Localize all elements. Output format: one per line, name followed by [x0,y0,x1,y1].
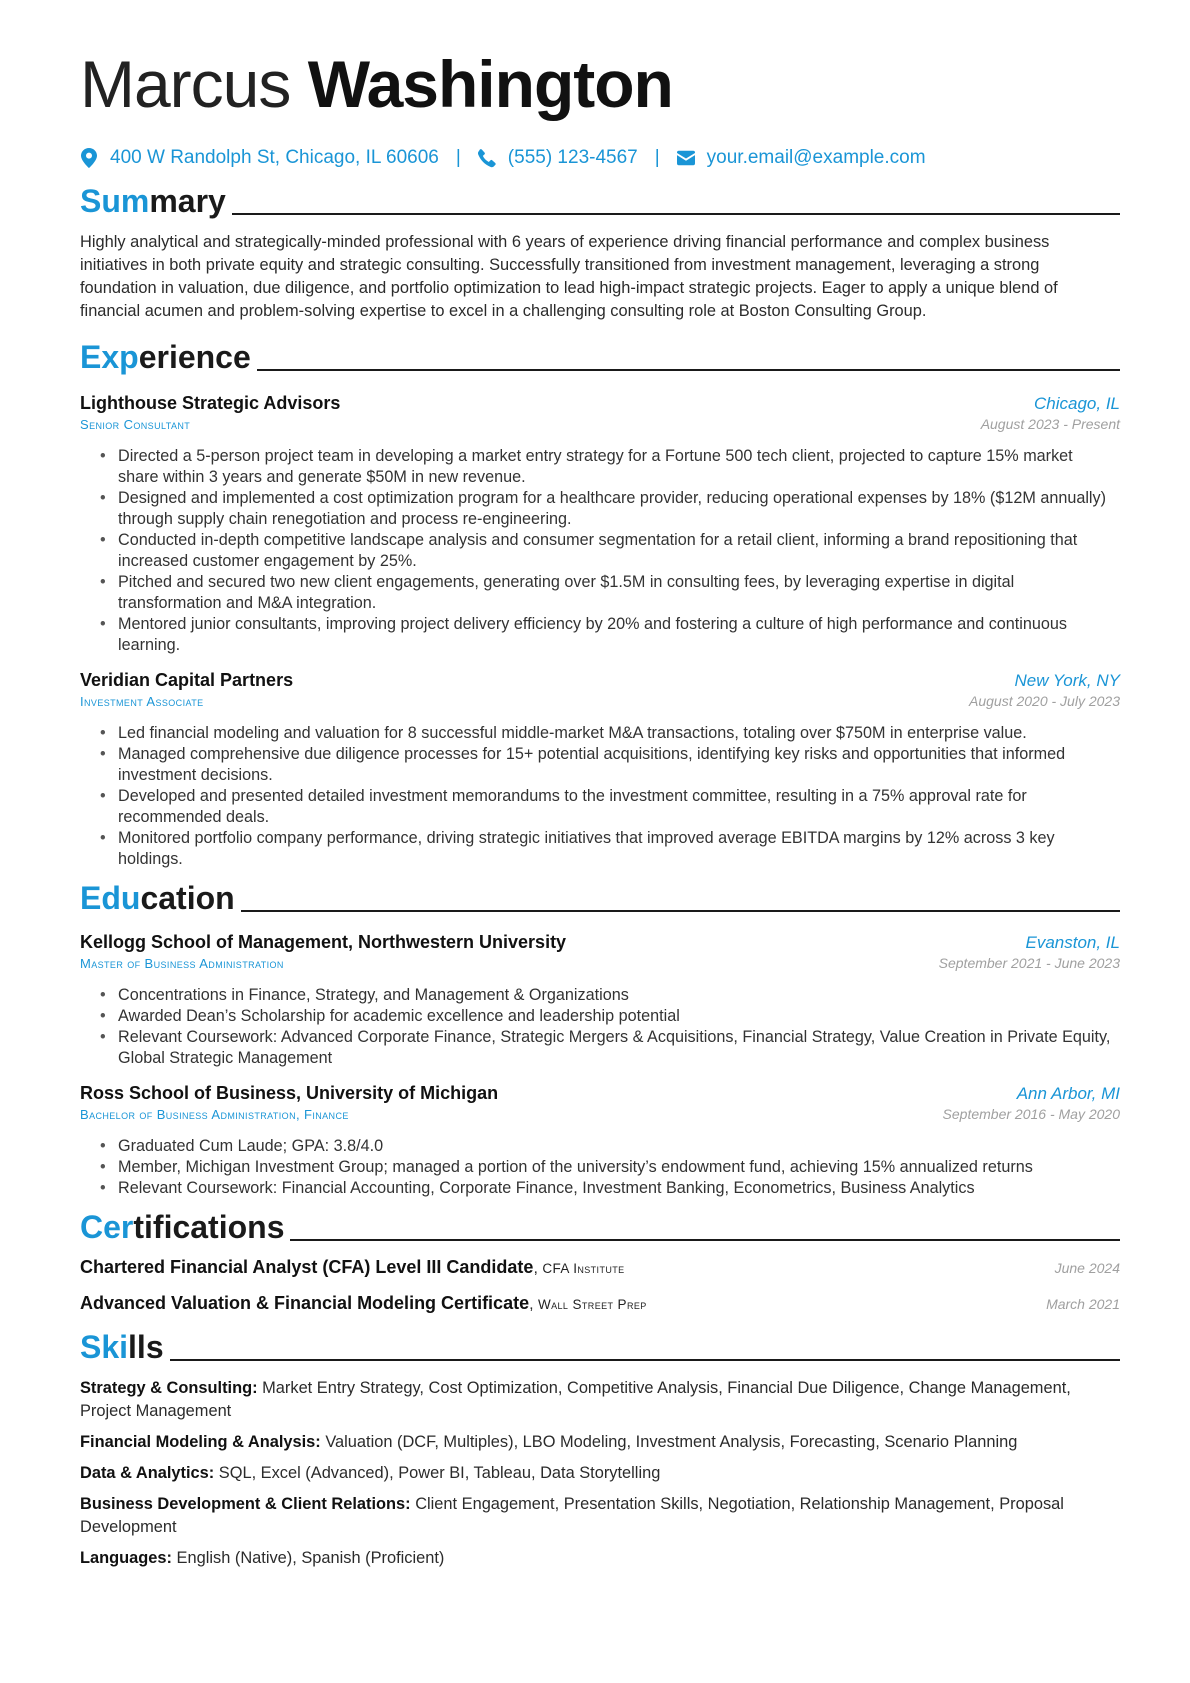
certification-issuer: Wall Street Prep [537,1297,647,1312]
email-link[interactable]: your.email@example.com [706,147,926,168]
list-item: • Member, Michigan Investment Group; managed a portion of the university’s endowment fund, achieving 15% annualized returns [118,1157,1120,1178]
degree-title: Bachelor of Business Administration, Finance [80,1107,349,1122]
section-rule [241,910,1120,912]
resume-name [80,38,1120,130]
summary-section-header [80,181,1120,221]
list-item: • Graduated Cum Laude; GPA: 3.8/4.0 [118,1136,1120,1157]
list-item: • Concentrations in Finance, Strategy, and Management & Organizations [118,985,1120,1006]
certification-item: Chartered Financial Analyst (CFA) Level III Candidate, CFA Institute June 2024 [80,1257,1120,1277]
first-name: Marcus [80,47,291,121]
job-title: Investment Associate [80,694,204,709]
bullet-list [80,985,1120,1069]
skill-row [80,1493,1120,1539]
summary-text: Highly analytical and strategically-minded professional with 6 years of experience driving financial performance and complex business initiatives in both private equity and strategic consulting. Successfully transitioned from investment management, leveraging a strong foundation in valuation, due diligence, and portfolio optimization to lead high-impact strategic projects. Eager to apply a unique blend of financial acumen and problem-solving expertise to excel in a challenging consulting role at Boston Consulting Group. [80,233,1058,320]
entry-location: Chicago, IL [1034,394,1120,413]
list-item: • Relevant Coursework: Financial Accounting, Corporate Finance, Investment Banking, Econometrics, Business Analytics [118,1178,1120,1199]
skill-row [80,1377,1120,1423]
skill-values: Market Entry Strategy, Cost Optimization, Competitive Analysis, Financial Due Diligence, Change Management, Project Management [80,1379,1071,1420]
skill-row [80,1431,1120,1454]
entry-location: Ann Arbor, MI [1016,1084,1120,1103]
experience-section-header [80,337,1120,377]
section-title: Experience [80,339,251,375]
address-text: 400 W Randolph St, Chicago, IL 60606 [110,147,439,168]
skill-values: Valuation (DCF, Multiples), LBO Modeling, Investment Analysis, Forecasting, Scenario Planning [325,1433,1018,1451]
skill-category: Languages: [80,1549,172,1567]
list-item: • Directed a 5-person project team in developing a market entry strategy for a Fortune 500 tech client, projected to capture 15% market share within 3 years and generate $50M in new revenue. [118,446,1120,488]
school-name: Kellogg School of Management, Northwestern University [80,932,567,952]
skill-row [80,1462,1120,1485]
skill-values: Client Engagement, Presentation Skills, Negotiation, Relationship Management, Proposal Development [80,1495,1064,1536]
school-name: Ross School of Business, University of Michigan [80,1083,499,1103]
list-item: • Mentored junior consultants, improving project delivery efficiency by 20% and fostering a culture of high performance and continuous learning. [118,614,1120,656]
list-item: • Managed comprehensive due diligence processes for 15+ potential acquisitions, identifying key risks and opportunities that informed investment decisions. [118,744,1120,786]
experience-entry [80,670,1120,870]
entry-location: Evanston, IL [1025,933,1120,952]
certification-issuer: CFA Institute [542,1261,625,1276]
certification-name: Chartered Financial Analyst (CFA) Level III Candidate [80,1257,534,1277]
skill-category: Data & Analytics: [80,1464,215,1482]
certification-date: June 2024 [1054,1260,1120,1276]
section-title: Skills [80,1329,164,1365]
skill-category: Financial Modeling & Analysis: [80,1433,321,1451]
skill-values: SQL, Excel (Advanced), Power BI, Tableau, Data Storytelling [218,1464,661,1482]
certification-date: March 2021 [1046,1296,1120,1312]
degree-title: Master of Business Administration [80,956,284,971]
skill-row [80,1547,1120,1570]
list-item: • Monitored portfolio company performance, driving strategic initiatives that improved average EBITDA margins by 12% across 3 key holdings. [118,828,1120,870]
list-item: • Developed and presented detailed investment memorandums to the investment committee, resulting in a 75% approval rate for recommended deals. [118,786,1120,828]
section-title: Summary [80,183,226,219]
bullet-list [80,446,1120,656]
section-rule [170,1359,1120,1361]
skills-section-header [80,1327,1120,1367]
entry-dates: September 2016 - May 2020 [942,1106,1120,1122]
employer-name: Veridian Capital Partners [80,670,294,690]
section-title: Education [80,880,235,916]
skill-category: Business Development & Client Relations: [80,1495,411,1513]
section-rule [257,369,1120,371]
certification-item: Advanced Valuation & Financial Modeling Certificate, Wall Street Prep March 2021 [80,1293,1120,1313]
entry-dates: August 2020 - July 2023 [969,693,1120,709]
entry-dates: September 2021 - June 2023 [938,955,1120,971]
contact-separator: | [654,147,660,168]
education-entry [80,1083,1120,1199]
bullet-list [80,1136,1120,1199]
skill-values: English (Native), Spanish (Proficient) [176,1549,445,1567]
resume-page [80,38,1120,1570]
list-item: • Led financial modeling and valuation for 8 successful middle-market M&A transactions, totaling over $750M in enterprise value. [118,723,1120,744]
section-rule [290,1239,1120,1241]
education-section-header [80,878,1120,918]
entry-location: New York, NY [1014,671,1120,690]
section-title: Certifications [80,1209,285,1245]
envelope-icon [677,148,695,168]
list-item: • Awarded Dean’s Scholarship for academic excellence and leadership potential [118,1006,1120,1027]
entry-dates: August 2023 - Present [980,416,1120,432]
list-item: • Designed and implemented a cost optimization program for a healthcare provider, reducing operational expenses by 18% ($12M annually) through supply chain renegotiation and process re-engineering. [118,488,1120,530]
contact-separator: | [455,147,461,168]
job-title: Senior Consultant [80,417,191,432]
education-entry [80,932,1120,1069]
employer-name: Lighthouse Strategic Advisors [80,393,341,413]
map-pin-icon [80,148,98,168]
skill-category: Strategy & Consulting: [80,1379,258,1397]
list-item: • Relevant Coursework: Advanced Corporate Finance, Strategic Mergers & Acquisitions, Financial Strategy, Value Creation in Private Equity, Global Strategic Management [118,1027,1120,1069]
certification-name: Advanced Valuation & Financial Modeling Certificate [80,1293,530,1313]
list-item: • Conducted in-depth competitive landscape analysis and consumer segmentation for a retail client, informing a brand repositioning that increased customer engagement by 25%. [118,530,1120,572]
section-rule [232,213,1120,215]
last-name: Washington [307,47,673,121]
contact-bar [80,143,1120,173]
phone-icon [478,148,496,168]
phone-text: (555) 123-4567 [507,147,638,168]
bullet-list [80,723,1120,870]
certifications-section-header [80,1207,1120,1247]
experience-entry [80,393,1120,656]
list-item: • Pitched and secured two new client engagements, generating over $1.5M in consulting fees, by leveraging expertise in digital transformation and M&A integration. [118,572,1120,614]
